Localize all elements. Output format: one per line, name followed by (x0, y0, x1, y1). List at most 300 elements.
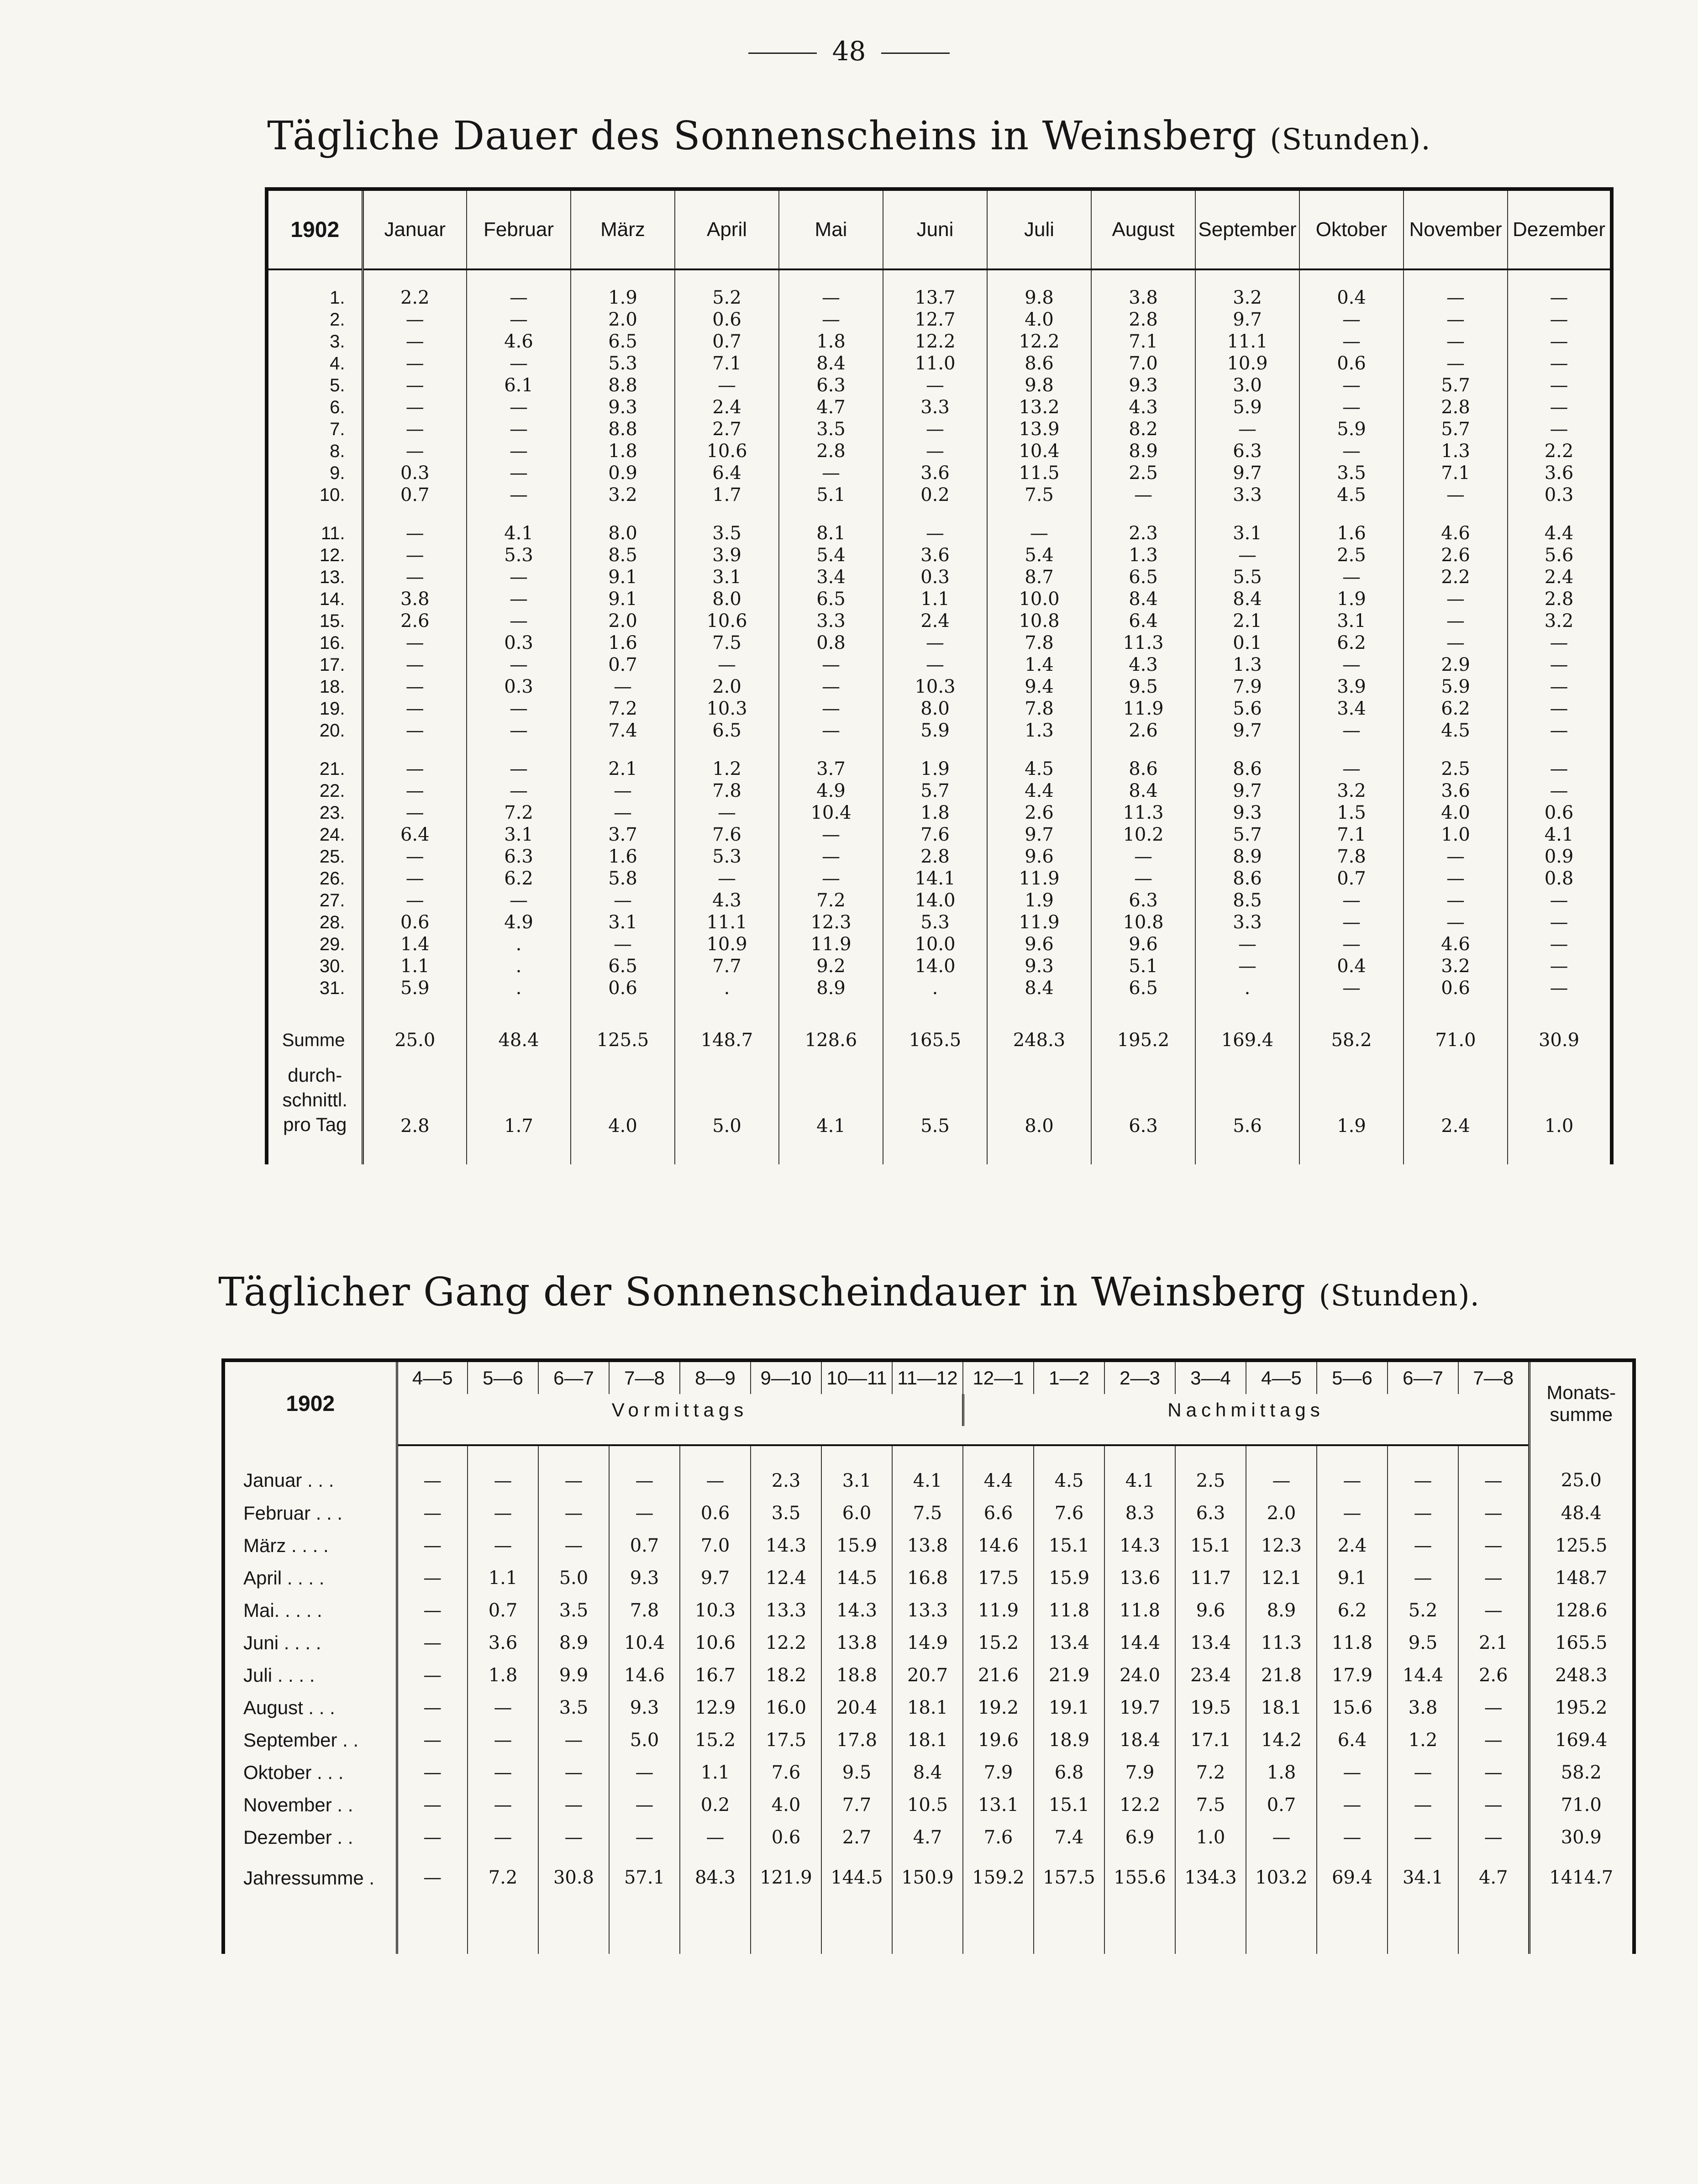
hour-value: 7.5 (892, 1497, 963, 1529)
hour-value: 17.5 (751, 1724, 821, 1756)
hour-value: — (397, 1626, 468, 1659)
hour-value: — (1388, 1821, 1458, 1853)
day-value: 0.6 (571, 977, 675, 999)
hour-value: — (1246, 1445, 1317, 1497)
tail-cell (963, 1913, 1034, 1954)
month-header: Oktober (1299, 189, 1404, 269)
day-value: 8.5 (1195, 889, 1299, 911)
month-header: Juni (883, 189, 987, 269)
year-total-value: 155.6 (1104, 1853, 1175, 1913)
hour-value: 10.6 (680, 1626, 751, 1659)
hour-value: — (1317, 1789, 1388, 1821)
hour-value: 15.1 (1175, 1529, 1246, 1562)
day-value: — (1299, 440, 1404, 462)
day-value: 4.1 (467, 506, 571, 544)
hour-value: 7.8 (609, 1594, 680, 1626)
day-value: 8.2 (1091, 418, 1195, 440)
tail-cell (1317, 1913, 1388, 1954)
hour-value: 15.9 (821, 1529, 892, 1562)
month-label: November . . (223, 1789, 397, 1821)
hour-value: — (397, 1529, 468, 1562)
table-row (267, 933, 1612, 955)
day-value: 6.3 (1195, 440, 1299, 462)
day-value: 2.0 (571, 309, 675, 331)
sum-value: 165.5 (883, 999, 987, 1063)
day-value: 2.1 (571, 742, 675, 780)
day-value: 6.2 (467, 868, 571, 889)
year-total-value: 34.1 (1388, 1853, 1458, 1913)
day-value: 9.6 (987, 846, 1091, 868)
day-value: 3.7 (779, 742, 883, 780)
hour-value: — (538, 1756, 609, 1789)
day-value: 2.1 (1195, 610, 1299, 632)
hour-value: 8.4 (892, 1756, 963, 1789)
day-value: 5.3 (571, 353, 675, 374)
day-value: 3.7 (571, 824, 675, 846)
day-value: — (1299, 309, 1404, 331)
day-label: 12. (267, 544, 363, 566)
hour-value: 12.1 (1246, 1562, 1317, 1594)
hour-value: — (468, 1724, 538, 1756)
hourly-table-title (0, 1269, 1698, 1315)
day-label: 15. (267, 610, 363, 632)
day-value: — (883, 654, 987, 676)
day-value: — (363, 632, 467, 654)
hour-value: 17.8 (821, 1724, 892, 1756)
month-header: Januar (363, 189, 467, 269)
day-value: 4.5 (1404, 720, 1508, 742)
day-value: 2.6 (363, 610, 467, 632)
day-value: — (1508, 911, 1612, 933)
day-value: — (779, 846, 883, 868)
day-value: 2.4 (675, 396, 779, 418)
sum-value: 71.0 (1404, 999, 1508, 1063)
hour-value: 15.2 (680, 1724, 751, 1756)
table-row (267, 742, 1612, 780)
table-row (267, 506, 1612, 544)
hour-value: 2.6 (1458, 1659, 1529, 1691)
hour-value: 7.6 (963, 1821, 1034, 1853)
hour-value: 7.9 (963, 1756, 1034, 1789)
day-value: 12.2 (987, 331, 1091, 353)
hour-value: 12.4 (751, 1562, 821, 1594)
table-row (267, 462, 1612, 484)
day-value: — (467, 462, 571, 484)
average-value: 2.8 (363, 1063, 467, 1164)
hour-value: — (397, 1691, 468, 1724)
day-value: 2.4 (883, 610, 987, 632)
day-value: 0.6 (1299, 353, 1404, 374)
month-label: Oktober . . . (223, 1756, 397, 1789)
day-value: 8.4 (1195, 588, 1299, 610)
table-row (223, 1821, 1634, 1853)
day-label: 2. (267, 309, 363, 331)
day-value: 5.9 (1299, 418, 1404, 440)
hour-value: 6.4 (1317, 1724, 1388, 1756)
day-value: 5.2 (675, 269, 779, 309)
day-value: 0.9 (1508, 846, 1612, 868)
day-value: 5.9 (363, 977, 467, 999)
day-value: 9.7 (987, 824, 1091, 846)
hour-header: 7—8 (609, 1360, 680, 1394)
day-value: — (1299, 374, 1404, 396)
year-total-sum: 1414.7 (1529, 1853, 1634, 1913)
day-value: — (467, 440, 571, 462)
day-value: 9.1 (571, 588, 675, 610)
hour-value: 14.5 (821, 1562, 892, 1594)
hour-header: 8—9 (680, 1360, 751, 1394)
sum-value: 125.5 (571, 999, 675, 1063)
day-value: 5.9 (1195, 396, 1299, 418)
divider (881, 53, 950, 54)
day-value: 1.9 (571, 269, 675, 309)
day-value: — (1508, 396, 1612, 418)
day-value: 8.8 (571, 374, 675, 396)
average-value: 8.0 (987, 1063, 1091, 1164)
day-value: 13.2 (987, 396, 1091, 418)
day-value: 1.9 (1299, 588, 1404, 610)
year-total-value: 159.2 (963, 1853, 1034, 1913)
day-value: — (363, 353, 467, 374)
day-value: 4.6 (467, 331, 571, 353)
hour-value: — (609, 1789, 680, 1821)
day-value: 3.9 (675, 544, 779, 566)
hour-value: — (538, 1497, 609, 1529)
day-value: . (1195, 977, 1299, 999)
table-row (223, 1659, 1634, 1691)
day-value: 12.3 (779, 911, 883, 933)
day-value: 8.6 (1195, 742, 1299, 780)
hour-value: 14.4 (1388, 1659, 1458, 1691)
hour-value: 0.6 (751, 1821, 821, 1853)
table-row (267, 824, 1612, 846)
day-label: 31. (267, 977, 363, 999)
hour-value: 6.8 (1034, 1756, 1104, 1789)
day-value: 11.9 (1091, 698, 1195, 720)
hour-value: 9.7 (680, 1562, 751, 1594)
day-value: 3.0 (1195, 374, 1299, 396)
hour-value: — (538, 1821, 609, 1853)
day-value: 4.7 (779, 396, 883, 418)
hour-value: — (468, 1756, 538, 1789)
day-value: 4.0 (987, 309, 1091, 331)
year-total-value: 121.9 (751, 1853, 821, 1913)
day-value: — (779, 676, 883, 698)
day-label: 21. (267, 742, 363, 780)
day-value: 4.3 (675, 889, 779, 911)
hour-value: 14.4 (1104, 1626, 1175, 1659)
hour-value: 13.6 (1104, 1562, 1175, 1594)
table-row (267, 955, 1612, 977)
day-value: 3.1 (1299, 610, 1404, 632)
day-value: 2.7 (675, 418, 779, 440)
sum-value: 248.3 (987, 999, 1091, 1063)
day-value: — (363, 506, 467, 544)
table-row (223, 1497, 1634, 1529)
day-label: 1. (267, 269, 363, 309)
hour-value: — (397, 1821, 468, 1853)
year-total-value: 69.4 (1317, 1853, 1388, 1913)
title-text: Täglicher Gang der Sonnenscheindauer in Weinsberg (218, 1269, 1306, 1315)
day-value: — (363, 440, 467, 462)
day-value: 1.3 (1195, 654, 1299, 676)
day-value: 9.7 (1195, 720, 1299, 742)
hour-value: — (1388, 1529, 1458, 1562)
day-value: 1.1 (883, 588, 987, 610)
day-value: 0.7 (571, 654, 675, 676)
day-value: 6.4 (1091, 610, 1195, 632)
hour-value: 13.4 (1034, 1626, 1104, 1659)
day-value: — (883, 374, 987, 396)
day-value: 10.8 (1091, 911, 1195, 933)
day-value: 0.1 (1195, 632, 1299, 654)
day-value: 3.5 (1299, 462, 1404, 484)
daily-sunshine-table (265, 187, 1614, 1164)
hour-value: — (1388, 1562, 1458, 1594)
day-value: 3.5 (779, 418, 883, 440)
day-value: — (1508, 698, 1612, 720)
month-label: Juli . . . . (223, 1659, 397, 1691)
day-value: — (1508, 309, 1612, 331)
hour-value: 12.2 (751, 1626, 821, 1659)
hour-value: 2.1 (1458, 1626, 1529, 1659)
month-sum: 169.4 (1529, 1724, 1634, 1756)
hour-value: — (397, 1789, 468, 1821)
day-value: 0.3 (363, 462, 467, 484)
day-value: — (571, 802, 675, 824)
day-value: — (467, 418, 571, 440)
hour-value: — (1458, 1497, 1529, 1529)
hour-value: — (609, 1821, 680, 1853)
table-tail (223, 1913, 1634, 1954)
hour-value: — (397, 1445, 468, 1497)
hour-value: 13.3 (751, 1594, 821, 1626)
hour-header: 4—5 (1246, 1360, 1317, 1394)
hour-value: — (1388, 1497, 1458, 1529)
day-value: 3.6 (1404, 780, 1508, 802)
hour-value: 11.8 (1034, 1594, 1104, 1626)
average-value: 1.9 (1299, 1063, 1404, 1164)
sum-value: 58.2 (1299, 999, 1404, 1063)
day-value: 6.1 (467, 374, 571, 396)
day-value: 7.2 (467, 802, 571, 824)
day-value: — (675, 802, 779, 824)
day-value: 8.0 (675, 588, 779, 610)
day-value: 11.9 (987, 911, 1091, 933)
month-label: September . . (223, 1724, 397, 1756)
table-row (267, 977, 1612, 999)
day-value: — (883, 632, 987, 654)
day-value: — (1299, 933, 1404, 955)
hour-header: 4—5 (397, 1360, 468, 1394)
day-value: 5.6 (1195, 698, 1299, 720)
hour-value: 3.1 (821, 1445, 892, 1497)
day-value: — (1404, 889, 1508, 911)
header-spacer (397, 1426, 1529, 1445)
average-value: 2.4 (1404, 1063, 1508, 1164)
day-value: 0.7 (675, 331, 779, 353)
day-value: 4.4 (987, 780, 1091, 802)
day-label: 13. (267, 566, 363, 588)
average-value: 4.1 (779, 1063, 883, 1164)
day-value: 5.3 (675, 846, 779, 868)
title-unit: (Stunden). (1319, 1279, 1480, 1313)
hour-value: — (680, 1821, 751, 1853)
day-label: 7. (267, 418, 363, 440)
hour-value: 18.1 (892, 1691, 963, 1724)
day-value: 4.5 (987, 742, 1091, 780)
day-value: — (779, 462, 883, 484)
hour-value: 6.6 (963, 1497, 1034, 1529)
day-value: 2.6 (1404, 544, 1508, 566)
day-value: — (1195, 933, 1299, 955)
day-label: 30. (267, 955, 363, 977)
day-value: — (1299, 977, 1404, 999)
day-value: 2.8 (1404, 396, 1508, 418)
day-value: 9.8 (987, 374, 1091, 396)
day-value: — (363, 889, 467, 911)
hour-value: 9.9 (538, 1659, 609, 1691)
day-value: 3.5 (675, 506, 779, 544)
table-row (267, 632, 1612, 654)
hour-value: 2.0 (1246, 1497, 1317, 1529)
table-row (223, 1594, 1634, 1626)
day-label: 4. (267, 353, 363, 374)
day-value: — (363, 566, 467, 588)
hour-value: 1.8 (468, 1659, 538, 1691)
day-value: — (467, 610, 571, 632)
hour-value: 0.7 (609, 1529, 680, 1562)
day-value: 5.1 (1091, 955, 1195, 977)
tail-cell (821, 1913, 892, 1954)
hour-value: 4.7 (892, 1821, 963, 1853)
sum-value: 169.4 (1195, 999, 1299, 1063)
day-value: 8.4 (779, 353, 883, 374)
sum-value: 148.7 (675, 999, 779, 1063)
hour-value: 20.4 (821, 1691, 892, 1724)
month-sum: 195.2 (1529, 1691, 1634, 1724)
day-value: — (1299, 654, 1404, 676)
table-row (267, 654, 1612, 676)
day-value: 10.3 (675, 698, 779, 720)
day-value: — (1299, 566, 1404, 588)
tail-cell (680, 1913, 751, 1954)
day-value: 2.5 (1404, 742, 1508, 780)
month-header: November (1404, 189, 1508, 269)
table-row (267, 418, 1612, 440)
year-total-label: Jahressumme . (223, 1853, 397, 1913)
day-value: 11.3 (1091, 632, 1195, 654)
day-value: 1.1 (363, 955, 467, 977)
day-value: 3.1 (675, 566, 779, 588)
hour-header: 6—7 (538, 1360, 609, 1394)
hour-value: 14.9 (892, 1626, 963, 1659)
month-label: Juni . . . . (223, 1626, 397, 1659)
day-value: 3.3 (1195, 484, 1299, 506)
year-total-value: 57.1 (609, 1853, 680, 1913)
day-value: 6.2 (1404, 698, 1508, 720)
hour-value: — (468, 1529, 538, 1562)
table-row (267, 374, 1612, 396)
month-sum: 165.5 (1529, 1626, 1634, 1659)
day-value: 10.0 (883, 933, 987, 955)
table-row (267, 269, 1612, 309)
day-value: 7.1 (1404, 462, 1508, 484)
day-value: 0.6 (675, 309, 779, 331)
day-value: — (779, 720, 883, 742)
year-total-value: 84.3 (680, 1853, 751, 1913)
day-value: 7.8 (987, 698, 1091, 720)
hour-value: 12.9 (680, 1691, 751, 1724)
average-value: 1.0 (1508, 1063, 1612, 1164)
day-value: 5.6 (1508, 544, 1612, 566)
hour-value: — (397, 1562, 468, 1594)
hour-value: — (1317, 1821, 1388, 1853)
hour-value: 14.6 (609, 1659, 680, 1691)
day-value: 3.2 (1508, 610, 1612, 632)
hour-value: 9.5 (821, 1756, 892, 1789)
year-total-value: 7.2 (468, 1853, 538, 1913)
hour-value: 17.1 (1175, 1724, 1246, 1756)
day-value: 7.5 (987, 484, 1091, 506)
day-value: 10.4 (987, 440, 1091, 462)
day-value: 10.6 (675, 440, 779, 462)
table-row (267, 440, 1612, 462)
day-value: 8.0 (571, 506, 675, 544)
hour-value: — (1458, 1445, 1529, 1497)
day-value: 11.3 (1091, 802, 1195, 824)
hour-header: 5—6 (1317, 1360, 1388, 1394)
day-value: 1.6 (571, 632, 675, 654)
day-value: 1.3 (1091, 544, 1195, 566)
tail-cell (397, 1913, 468, 1954)
day-value: 14.0 (883, 889, 987, 911)
hour-value: — (1246, 1821, 1317, 1853)
hour-value: 19.7 (1104, 1691, 1175, 1724)
day-label: 10. (267, 484, 363, 506)
day-value: 2.8 (1508, 588, 1612, 610)
hour-value: — (1317, 1497, 1388, 1529)
day-value: 5.7 (1195, 824, 1299, 846)
month-sum: 30.9 (1529, 1821, 1634, 1853)
day-value: 9.3 (1091, 374, 1195, 396)
day-value: — (363, 544, 467, 566)
table-row (267, 484, 1612, 506)
table-row (223, 1756, 1634, 1789)
morning-label: Vormittags (397, 1394, 963, 1426)
hour-value: 18.1 (892, 1724, 963, 1756)
day-value: 3.2 (1195, 269, 1299, 309)
hour-value: 15.9 (1034, 1562, 1104, 1594)
month-sum: 248.3 (1529, 1659, 1634, 1691)
hour-value: 11.9 (963, 1594, 1034, 1626)
day-value: 7.2 (779, 889, 883, 911)
day-value: — (1404, 269, 1508, 309)
day-value: 0.8 (779, 632, 883, 654)
day-value: 13.7 (883, 269, 987, 309)
day-label: 8. (267, 440, 363, 462)
average-value: 5.0 (675, 1063, 779, 1164)
hour-value: 18.1 (1246, 1691, 1317, 1724)
hour-value: 10.5 (892, 1789, 963, 1821)
average-value: 4.0 (571, 1063, 675, 1164)
day-value: 3.3 (883, 396, 987, 418)
year-total-value: 157.5 (1034, 1853, 1104, 1913)
day-value: 9.8 (987, 269, 1091, 309)
hour-value: 11.8 (1317, 1626, 1388, 1659)
hour-value: — (538, 1789, 609, 1821)
hour-value: 18.4 (1104, 1724, 1175, 1756)
